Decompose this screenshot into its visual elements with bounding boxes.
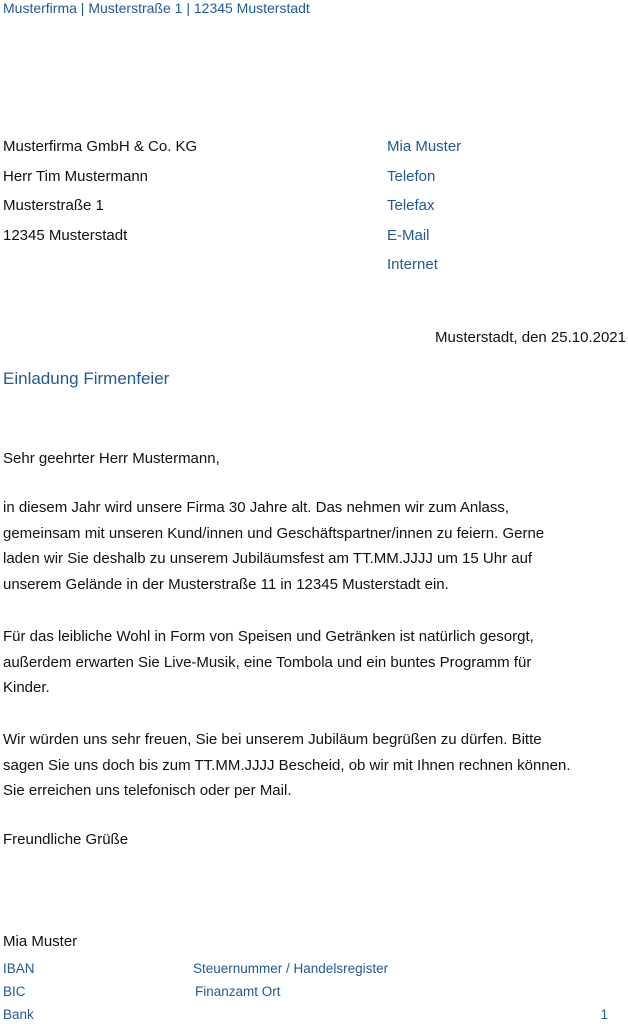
contact-fax: Telefax: [387, 197, 435, 214]
paragraph-line: außerdem erwarten Sie Live-Musik, eine Tombola und ein buntes Programm für: [3, 653, 532, 671]
contact-email: E-Mail: [387, 226, 430, 244]
letter-date: Musterstadt, den 25.10.2021: [435, 329, 626, 346]
letter-signer: Mia Muster: [3, 933, 78, 950]
letter-closing: Freundliche Grüße: [3, 831, 129, 848]
contact-website: Internet: [387, 256, 438, 273]
sender-address-line: Musterfirma | Musterstraße 1 | 12345 Musterstadt: [3, 0, 310, 16]
contact-phone: Telefon: [387, 167, 436, 185]
footer-bic: BIC: [3, 984, 26, 999]
letter-salutation: Sehr geehrter Herr Mustermann,: [3, 450, 220, 467]
paragraph-line: laden wir Sie deshalb zu unserem Jubiläumsfest am TT.MM.JJJJ um 15 Uhr auf: [3, 550, 533, 568]
recipient-city: 12345 Musterstadt: [3, 226, 128, 244]
paragraph-line: Für das leibliche Wohl in Form von Speisen und Getränken ist natürlich gesorgt,: [3, 628, 534, 645]
recipient-name: Herr Tim Mustermann: [3, 167, 149, 185]
footer-bank: Bank: [3, 1007, 34, 1022]
contact-name: Mia Muster: [387, 138, 462, 155]
paragraph-line: gemeinsam mit unseren Kund/innen und Geschäftspartner/innen zu feiern. Gerne: [3, 524, 545, 542]
footer-tax-register: Steuernummer / Handelsregister: [193, 961, 389, 976]
recipient-address-block: [3, 132, 197, 250]
footer-tax-office: Finanzamt Ort: [195, 984, 281, 999]
body-paragraph-2: [3, 624, 627, 701]
letter-subject: Einladung Firmenfeier: [3, 369, 170, 388]
recipient-street: Musterstraße 1: [3, 197, 104, 214]
paragraph-line: Sie erreichen uns telefonisch oder per Mail.: [3, 782, 292, 800]
recipient-company: Musterfirma GmbH & Co. KG: [3, 138, 198, 155]
page-number: 1: [600, 1007, 608, 1022]
body-paragraph-1: [3, 495, 627, 598]
paragraph-line: Kinder.: [3, 679, 50, 697]
footer-iban: IBAN: [3, 961, 35, 976]
body-paragraph-3: [3, 727, 627, 804]
paragraph-line: in diesem Jahr wird unsere Firma 30 Jahre alt. Das nehmen wir zum Anlass,: [3, 499, 510, 516]
contact-block: [387, 132, 461, 280]
paragraph-line: sagen Sie uns doch bis zum TT.MM.JJJJ Bescheid, ob wir mit Ihnen rechnen können.: [3, 756, 571, 774]
paragraph-line: Wir würden uns sehr freuen, Sie bei unserem Jubiläum begrüßen zu dürfen. Bitte: [3, 731, 542, 748]
paragraph-line: unserem Gelände in der Musterstraße 11 in 12345 Musterstadt ein.: [3, 576, 449, 594]
